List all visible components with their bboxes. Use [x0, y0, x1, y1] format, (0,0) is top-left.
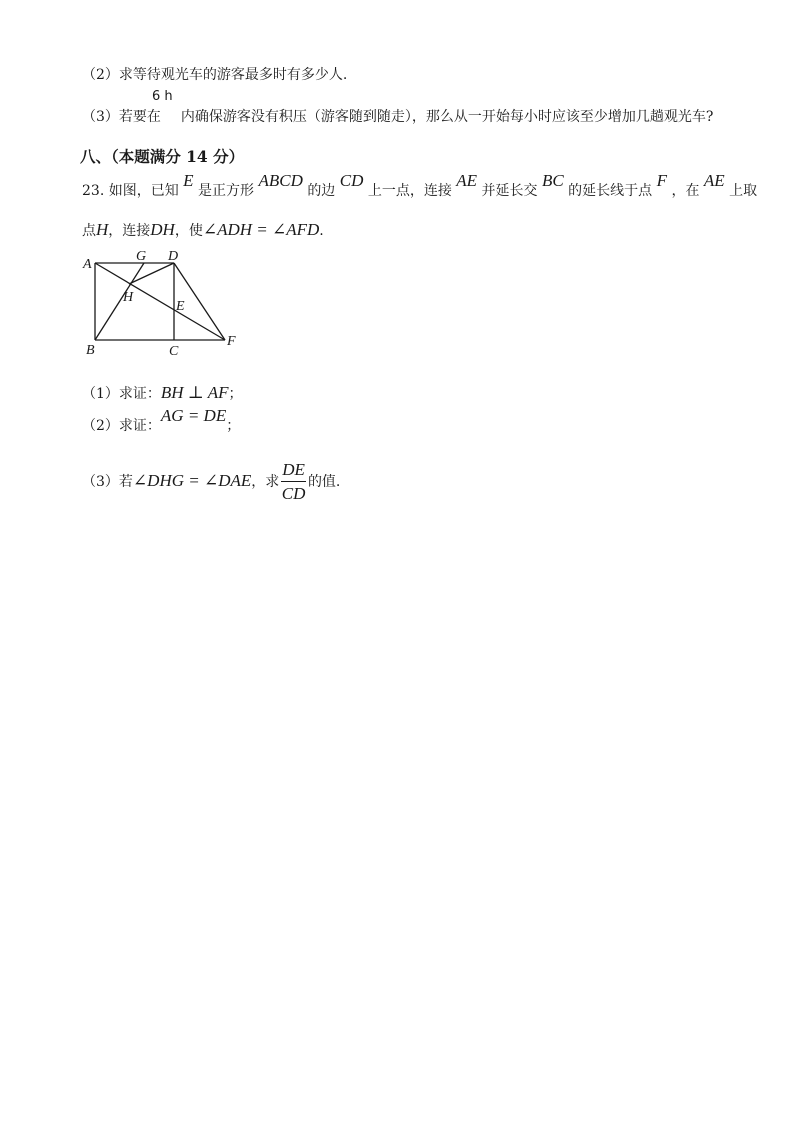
math-DH: DH: [150, 220, 175, 239]
q23-text: 23. 如图，已知: [82, 183, 179, 199]
segment-AF: [95, 263, 225, 340]
q23-part1-suffix: ；: [228, 386, 243, 402]
q23-text: 上取: [729, 183, 758, 199]
label-C: C: [169, 344, 179, 359]
math-F: F: [656, 171, 668, 190]
q23-part3-mid: ，求: [251, 474, 280, 490]
q23-part1: [82, 383, 243, 403]
math-angle-condition: ∠ADH = ∠AFD: [202, 220, 320, 239]
label-G: G: [136, 249, 147, 264]
segment-DH: [129, 263, 174, 284]
q23-text: 的边: [307, 183, 336, 199]
fraction-numerator: DE: [281, 460, 306, 482]
q22-part3: [82, 106, 713, 126]
q23-part3-condition: ∠DHG = ∠DAE: [132, 471, 252, 490]
q23-text: ，使: [174, 223, 203, 239]
math-AE: AE: [456, 171, 478, 190]
q23-text: .: [319, 223, 324, 239]
q23-part2-suffix: ；: [226, 418, 241, 434]
math-H: H: [96, 220, 109, 239]
q23-stem-line2: [82, 220, 324, 240]
fraction-DE-over-CD: [281, 460, 306, 504]
q22-part3-b: 内确保游客没有积压（游客随到随走），那么从一开始每小时应该至少增加几趟观光车?: [180, 109, 714, 125]
label-F: F: [227, 334, 236, 349]
q23-part3: [82, 460, 340, 504]
math-CD: CD: [339, 171, 364, 190]
math-AE-2: AE: [703, 171, 725, 190]
q23-text: 是正方形: [198, 183, 255, 199]
q23-text: 的延长线于点: [568, 183, 653, 199]
label-B: B: [86, 343, 95, 358]
q23-part2: [82, 406, 241, 435]
q23-part1-prefix: （1）求证：: [82, 386, 161, 402]
q23-stem-line1: [82, 171, 758, 200]
geometry-figure: [78, 244, 248, 360]
label-A: A: [83, 257, 92, 272]
q23-part3-suffix: 的值.: [307, 474, 341, 490]
label-H: H: [123, 290, 134, 305]
q22-part3-hours: 6 h: [152, 89, 173, 104]
section-heading: 八、（本题满分 14 分）: [80, 147, 245, 166]
q23-part1-expr: BH ⊥ AF: [160, 383, 229, 402]
q23-text: 上一点，连接: [367, 183, 452, 199]
q23-text: ，连接: [108, 223, 151, 239]
math-BC: BC: [541, 171, 564, 190]
q23-part2-prefix: （2）求证：: [82, 418, 161, 434]
label-E: E: [176, 299, 185, 314]
q23-text: 点: [82, 223, 96, 239]
fraction-denominator: CD: [281, 484, 306, 503]
math-E: E: [183, 171, 194, 190]
q22-part2: （2）求等待观光车的游客最多时有多少人.: [82, 67, 348, 83]
segment-BG: [95, 263, 144, 340]
math-ABCD: ABCD: [258, 171, 303, 190]
q23-text: ，在: [671, 183, 700, 199]
q23-part2-expr: AG = DE: [160, 406, 227, 425]
q23-text: 并延长交: [481, 183, 538, 199]
q23-part3-prefix: （3）若: [82, 474, 133, 490]
q22-part3-a: （3）若要在: [82, 109, 161, 125]
label-D: D: [168, 249, 179, 264]
